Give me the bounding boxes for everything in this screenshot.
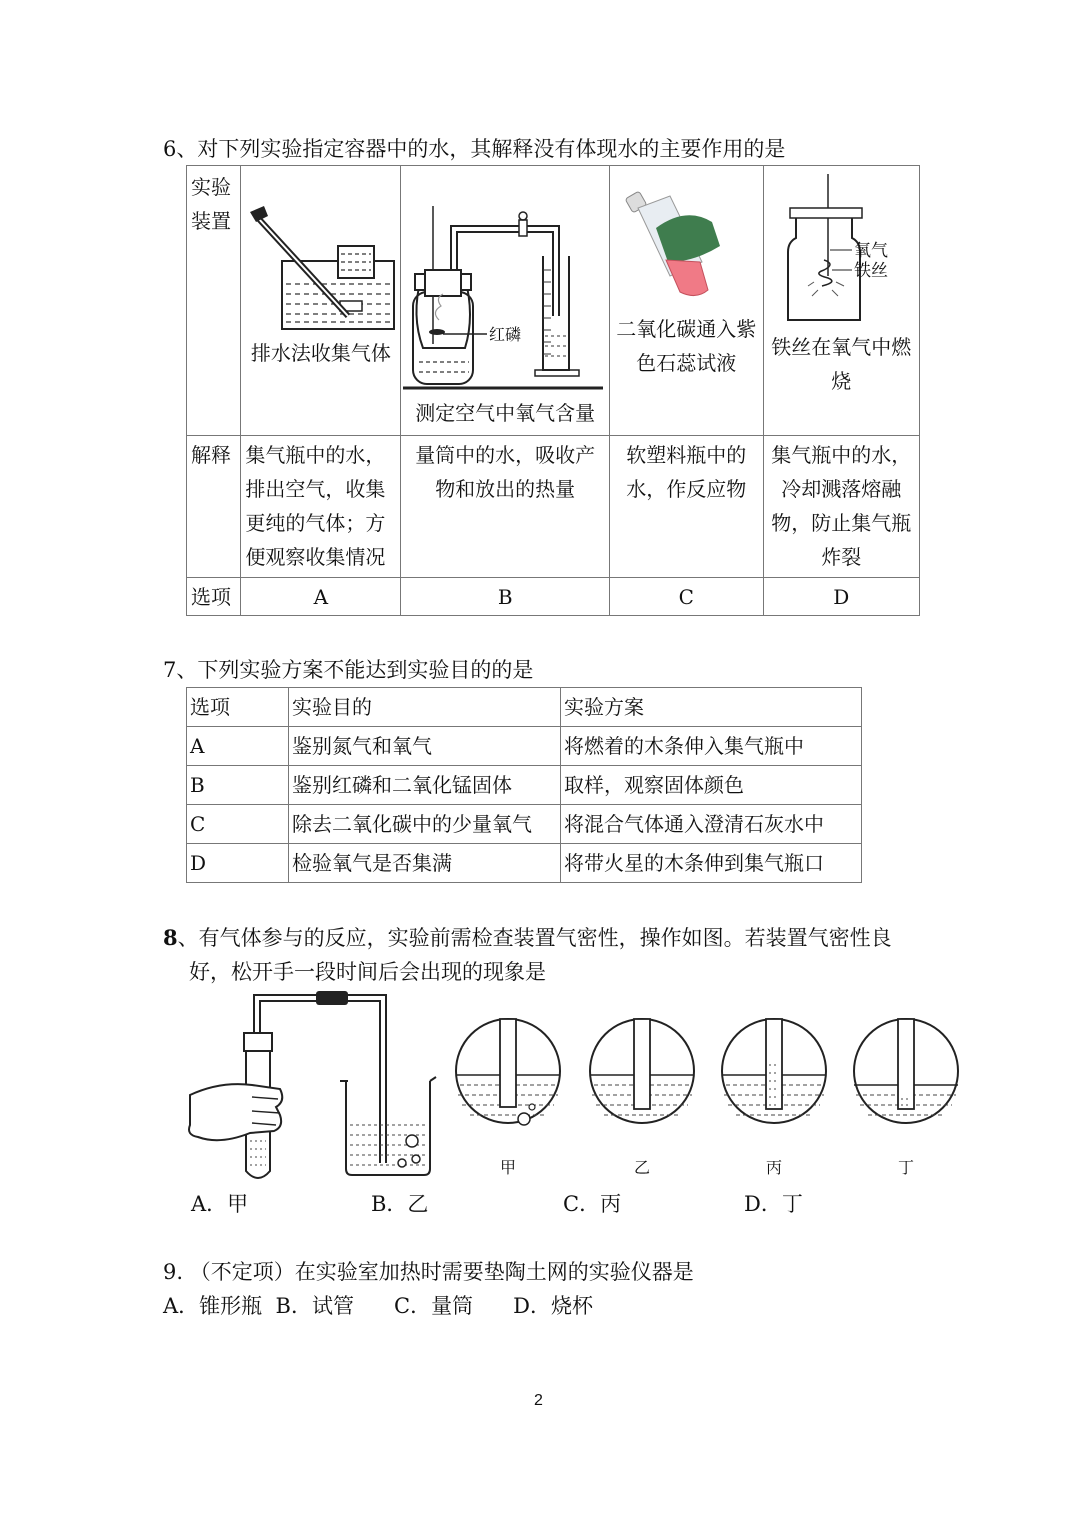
page-number: 2 [534, 1392, 543, 1409]
q7-cell: 鉴别氮气和氧气 [289, 727, 561, 766]
oxygen-label: 氧气 [854, 241, 889, 261]
explanation-b: 量筒中的水，吸收产物和放出的热量 [401, 436, 610, 578]
explanation-c: 软塑料瓶中的水，作反应物 [609, 436, 763, 578]
option-label: 选项 [187, 578, 241, 616]
q6-table [186, 165, 920, 616]
caption-c: 二氧化碳通入紫色石蕊试液 [616, 317, 757, 375]
q6-question: 6、对下列实验指定容器中的水，其解释没有体现水的主要作用的是 [163, 137, 786, 161]
explanation-label: 解释 [187, 436, 241, 578]
q8-choice-c: C．丙 [563, 1192, 622, 1216]
explanation-a: 集气瓶中的水，排出空气，收集更纯的气体；方便观察收集情况 [241, 436, 401, 578]
circle-label-ding: 丁 [897, 1158, 915, 1177]
q7-header-purpose: 实验目的 [289, 688, 561, 727]
q7-cell: A [187, 727, 289, 766]
test-tube-apparatus [189, 991, 436, 1178]
plastic-bottle-figure [616, 166, 756, 306]
option-b: B [401, 578, 610, 616]
q7-cell: 取样，观察固体颜色 [561, 766, 862, 805]
circle-label-bing: 丙 [765, 1158, 783, 1177]
circle-ding [854, 1019, 958, 1123]
caption-a: 排水法收集气体 [250, 341, 391, 365]
option-c: C [609, 578, 763, 616]
q7-cell: 检验氧气是否集满 [289, 844, 561, 883]
apparatus-label: 实验装置 [187, 166, 241, 436]
q8-line2: 好，松开手一段时间后会出现的现象是 [189, 960, 546, 984]
q7-cell: B [187, 766, 289, 805]
apparatus-a [241, 166, 401, 436]
circle-label-jia: 甲 [499, 1158, 517, 1177]
red-phosphorus-label: 红磷 [489, 325, 522, 344]
q7-header-option: 选项 [187, 688, 289, 727]
circle-bing [722, 1019, 826, 1123]
q7-question: 7、下列实验方案不能达到实验目的的是 [163, 658, 534, 682]
q7-cell: 将燃着的木条伸入集气瓶中 [561, 727, 862, 766]
iron-wire-label: 铁丝 [854, 261, 889, 281]
apparatus-c [609, 166, 763, 436]
table-row [187, 766, 862, 805]
q7-table [186, 687, 862, 883]
table-row [187, 844, 862, 883]
caption-b: 测定空气中氧气含量 [415, 401, 596, 425]
q8-choice-b: B．乙 [371, 1192, 429, 1216]
table-row [187, 727, 862, 766]
circle-label-yi: 乙 [633, 1158, 651, 1177]
q7-cell: 将带火星的木条伸到集气瓶口 [561, 844, 862, 883]
q8-figure [180, 985, 980, 1190]
q7-cell: D [187, 844, 289, 883]
iron-wire-figure [766, 166, 916, 330]
q9-choices: A．锥形瓶 B．试管 C．量筒 D．烧杯 [163, 1294, 593, 1318]
q8-line1 [163, 921, 892, 955]
q8-choice-d: D．丁 [744, 1192, 803, 1216]
q9-question: 9. （不定项）在实验室加热时需要垫陶土网的实验仪器是 [163, 1260, 694, 1284]
table-row [187, 805, 862, 844]
q7-header-plan: 实验方案 [561, 688, 862, 727]
water-displacement-figure [246, 166, 396, 336]
caption-d: 铁丝在氧气中燃烧 [771, 335, 912, 393]
oxygen-content-figure [403, 166, 607, 394]
q7-cell: 将混合气体通入澄清石灰水中 [561, 805, 862, 844]
apparatus-b [401, 166, 610, 436]
apparatus-d [763, 166, 919, 436]
option-d: D [763, 578, 919, 616]
q8-choice-a: A．甲 [191, 1192, 249, 1216]
circle-jia [456, 1019, 560, 1125]
q7-cell: 鉴别红磷和二氧化锰固体 [289, 766, 561, 805]
q8-text1: 、有气体参与的反应，实验前需检查装置气密性，操作如图。若装置气密性良 [177, 926, 892, 950]
q7-cell: 除去二氧化碳中的少量氧气 [289, 805, 561, 844]
option-a: A [241, 578, 401, 616]
q7-cell: C [187, 805, 289, 844]
circle-yi [590, 1019, 694, 1123]
explanation-d: 集气瓶中的水，冷却溅落熔融物，防止集气瓶炸裂 [763, 436, 919, 578]
q8-number: 8 [163, 925, 178, 950]
